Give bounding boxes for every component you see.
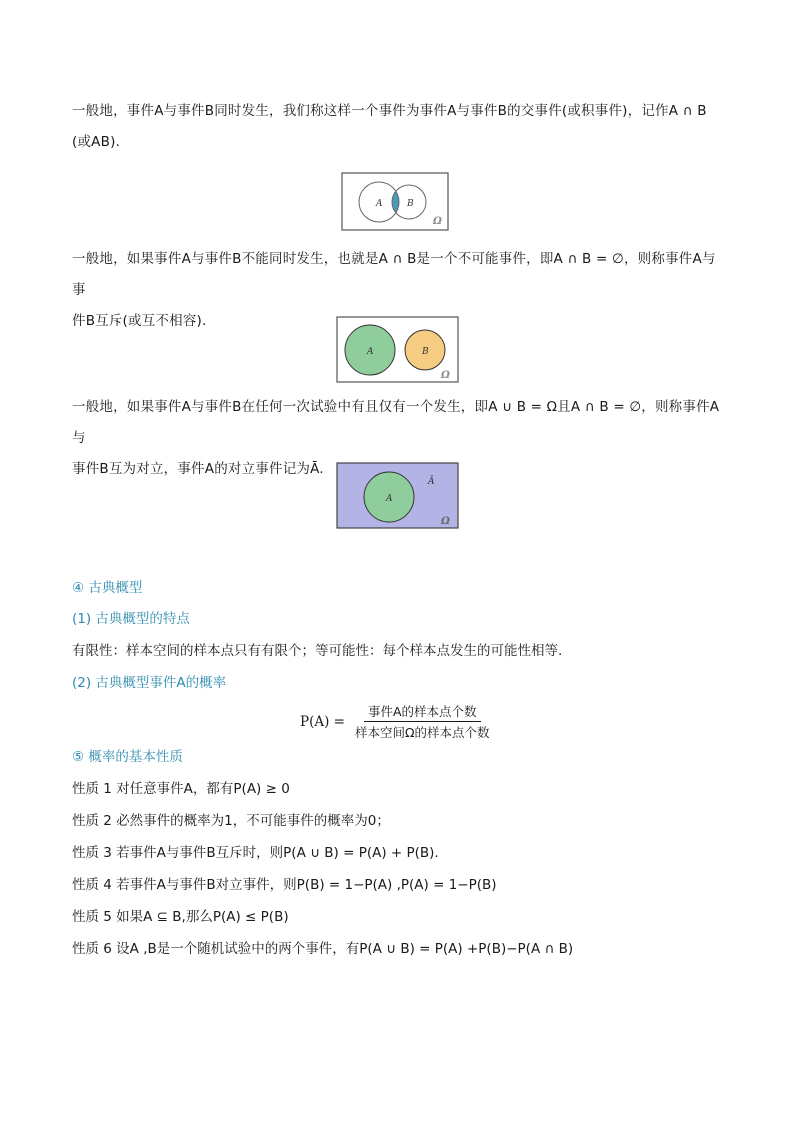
complementary-venn-diagram bbox=[336, 462, 460, 530]
complementary-line-2: 事件B互为对立，事件A的对立事件记为Ā. bbox=[72, 461, 324, 477]
omega-label: Ω bbox=[441, 516, 450, 527]
mutually-exclusive-line-1: 一般地，如果事件A与事件B不能同时发生，也就是A ∩ B是一个不可能事件，即A ∩ B = ∅，则称事件A与事 bbox=[72, 251, 716, 298]
formula-denominator: 样本空间Ω的样本点个数 bbox=[354, 725, 490, 740]
complementary-line-1: 一般地，如果事件A与事件B在任何一次试验中有且仅有一个发生，即A ∪ B = Ω且A ∩ B = ∅，则称事件A与 bbox=[72, 399, 720, 446]
classical-features-heading: (1) 古典概型的特点 bbox=[72, 611, 190, 627]
omega-label: Ω bbox=[441, 370, 450, 381]
classical-probability-heading: (2) 古典概型事件A的概率 bbox=[72, 675, 227, 691]
property-2: 性质 2 必然事件的概率为1，不可能事件的概率为0； bbox=[72, 813, 390, 829]
event-a-label: A bbox=[376, 199, 383, 209]
formula-lhs: P(A) = bbox=[300, 713, 345, 730]
formula-numerator: 事件A的样本点个数 bbox=[364, 702, 481, 722]
classical-model-heading: ④ 古典概型 bbox=[72, 580, 143, 596]
intersection-line-1: 一般地，事件A与事件B同时发生，我们称这样一个事件为事件A与事件B的交事件(或积事件)，记作A ∩ B bbox=[72, 103, 707, 119]
mutually-exclusive-venn-diagram bbox=[336, 316, 460, 384]
event-b-label: B bbox=[422, 347, 429, 357]
intersection-paragraph bbox=[72, 96, 727, 158]
omega-label: Ω bbox=[433, 216, 442, 227]
intersection-venn-diagram bbox=[341, 172, 449, 232]
basic-properties-heading: ⑤ 概率的基本性质 bbox=[72, 749, 183, 765]
event-a-label: A bbox=[367, 347, 374, 357]
event-b-label: B bbox=[407, 199, 414, 209]
property-5: 性质 5 如果A ⊆ B,那么P(A) ≤ P(B) bbox=[72, 909, 289, 925]
property-6: 性质 6 设A ,B是一个随机试验中的两个事件，有P(A ∪ B) = P(A) +P(B)−P(A ∩ B) bbox=[72, 941, 574, 957]
classical-probability-formula bbox=[300, 702, 494, 741]
complement-a-label: Ā bbox=[428, 477, 435, 487]
event-a-label: A bbox=[386, 494, 393, 504]
mutually-exclusive-line-2: 件B互斥(或互不相容). bbox=[72, 313, 207, 329]
intersection-line-2: (或AB). bbox=[72, 134, 121, 150]
property-1: 性质 1 对任意事件A，都有P(A) ≥ 0 bbox=[72, 781, 290, 797]
formula-fraction bbox=[351, 702, 494, 741]
property-3: 性质 3 若事件A与事件B互斥时，则P(A ∪ B) = P(A) + P(B). bbox=[72, 845, 439, 861]
classical-features-text: 有限性：样本空间的样本点只有有限个；等可能性：每个样本点发生的可能性相等. bbox=[72, 643, 563, 659]
property-4: 性质 4 若事件A与事件B对立事件，则P(B) = 1−P(A) ,P(A) = 1−P(B) bbox=[72, 877, 497, 893]
